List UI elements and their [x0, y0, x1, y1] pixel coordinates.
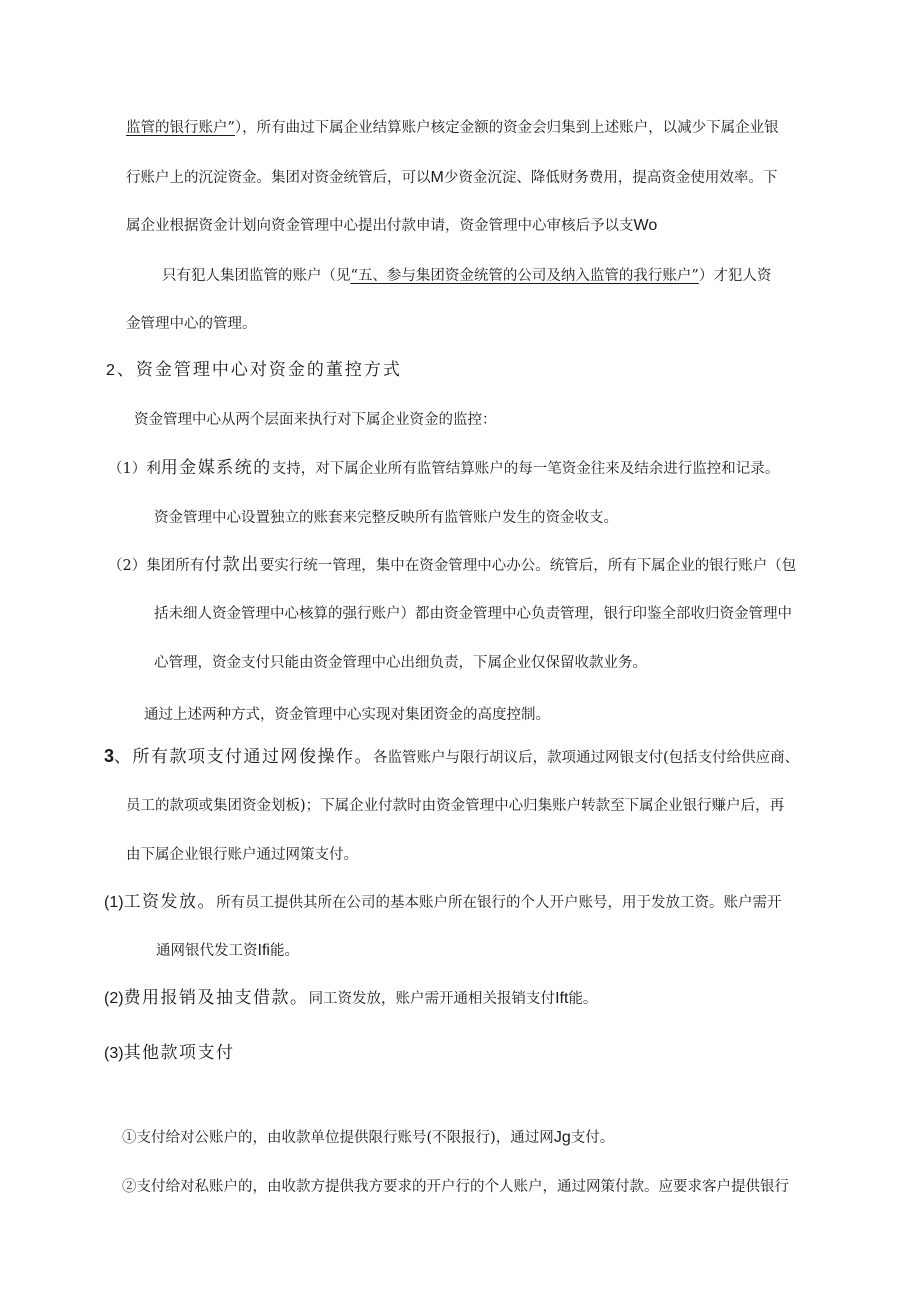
paragraph-line: 属企业根据资金计划向资金管理中心提出付款申请，资金管理中心审核后予以支Wo	[126, 217, 658, 234]
circled-item-2: ②支付给对私账户的，由收款方提供我方要求的开户行的个人账户，通过网策付款。应要求客户提供银行	[122, 1179, 789, 1195]
list-item-2-line3: 心管理，资金支付只能由资金管理中心出细负责，下属企业仅保留收款业务。	[154, 655, 647, 671]
section-heading-2: 2、资金管理中心对资金的董控方式	[106, 360, 402, 380]
intro-line: 资金管理中心从两个层面来执行对下属企业资金的监控：	[134, 412, 497, 428]
circled-item-1: ①支付给对公账户的，由收款单位提供限行账号(不限报行)，通过网Jg支付。	[122, 1129, 615, 1146]
underlined-reference: “五、参与集团资金统管的公司及纳入监管的我行账户”	[350, 268, 699, 284]
paragraph-line: 行账户上的沉淀资金。集团对资金统管后，可以M少资金沉淀、降低财务费用，提高资金使用效率。下	[126, 169, 778, 186]
summary-line: 通过上述两种方式，资金管理中心实现对集团资金的高度控制。	[144, 707, 550, 723]
sub-item-1: (1)工资发放。所有员工提供其所在公司的基本账户所在银行的个人开户账号，用于发放工资。账户需开	[104, 892, 782, 912]
sub-item-3: (3)其他款项支付	[104, 1043, 235, 1063]
list-item-1: （1）利用金媒系统的支持，对下属企业所有监管结算账户的每一笔资金往来及结余进行监控和记录。	[108, 458, 780, 478]
paragraph-line: 员工的款项或集团资金划板)；下属企业付款时由资金管理中心归集账户转款至下属企业银行赚户后，再	[126, 798, 785, 814]
list-item-2-line2: 括未细人资金管理中心核算的强行账户）都由资金管理中心负责管理，银行印鉴全部收归资金管理中	[154, 606, 792, 622]
list-item-2: （2）集团所有付款出要实行统一管理，集中在资金管理中心办公。统管后，所有下属企业的银行账户（包	[108, 555, 797, 575]
paragraph-line: 监管的银行账户”），所有曲过下属企业结算账户核定金额的资金会归集到上述账户，以减少下属企业银	[126, 120, 779, 136]
paragraph-line: 只有犯人集团监管的账户（见“五、参与集团资金统管的公司及纳入监管的我行账户”）才犯人资	[162, 268, 772, 284]
list-item-1-line2: 资金管理中心设置独立的账套来完整反映所有监管账户发生的资金收支。	[154, 510, 618, 526]
sub-item-2: (2)费用报销及抽支借款。同工资发放，账户需开通相关报销支付Ift能。	[104, 988, 598, 1008]
paragraph-line: 金管理中心的管理。	[126, 316, 257, 332]
paragraph-line: 由下属企业银行账户通过网策支付。	[126, 847, 358, 863]
underlined-reference: 监管的银行账户”	[126, 120, 235, 136]
section-heading-3: 3、所有款项支付通过网俊操作。各监管账户与限行胡议后，款项通过网银支付(包括支付给供应商、	[104, 746, 800, 767]
sub-item-1-line2: 通网银代发工资Ifi能。	[156, 942, 299, 959]
